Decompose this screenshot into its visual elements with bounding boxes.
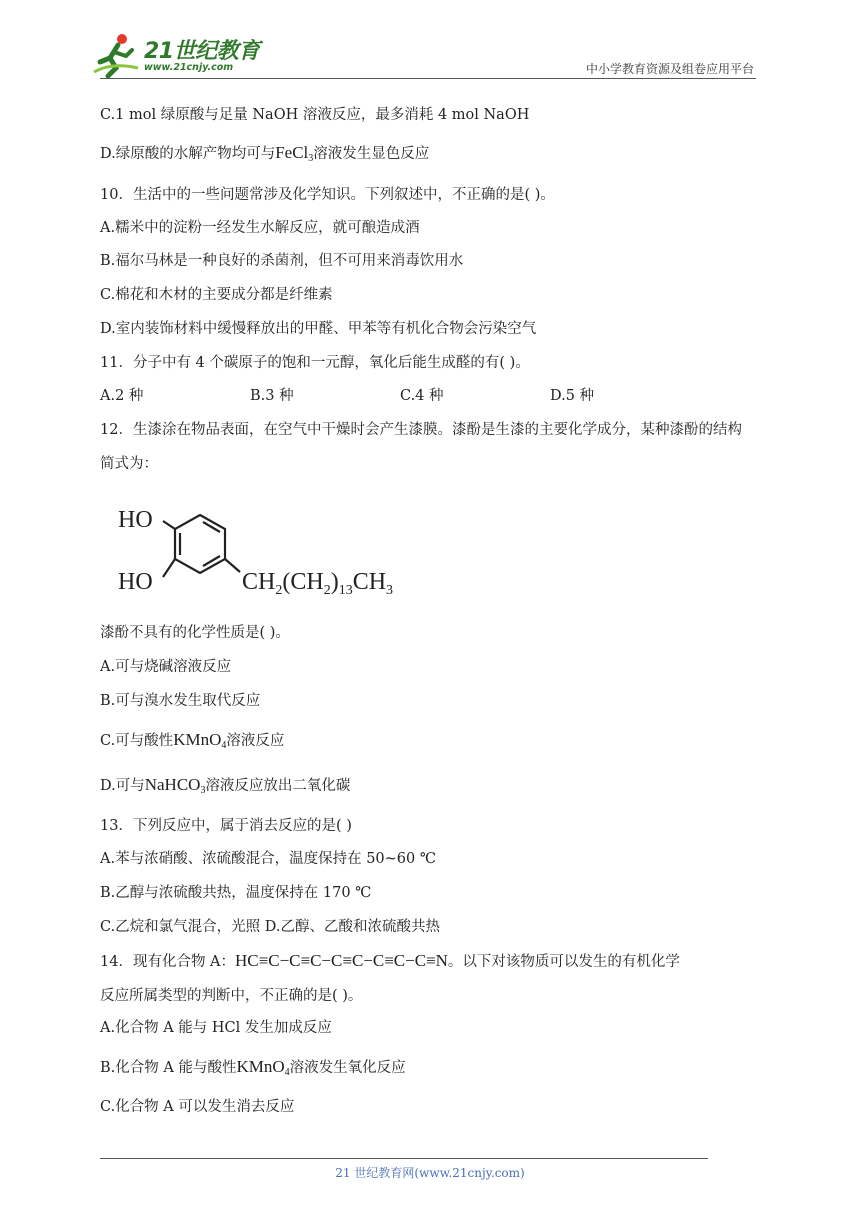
footer-link[interactable]: 21 世纪教育网(www.21cnjy.com)	[335, 1166, 525, 1180]
q13-option-a: A.苯与浓硝酸、浓硫酸混合，温度保持在 50~60 ℃	[100, 851, 437, 867]
oh-bond-top	[163, 521, 175, 529]
q14-stem	[100, 950, 680, 973]
q13-stem: 13．下列反应中，属于消去反应的是( )	[100, 818, 352, 834]
q13-option-cd: C.乙烷和氯气混合，光照 D.乙醇、乙酸和浓硫酸共热	[100, 919, 441, 935]
formula-main: KMnO	[173, 730, 222, 749]
q10-option-c: C.棉花和木材的主要成分都是纤维素	[100, 287, 333, 303]
q14-option-b	[100, 1056, 406, 1084]
q11-stem: 11．分子中有 4 个碳原子的饱和一元醇，氧化后能生成醛的有( )。	[100, 355, 530, 371]
q14-option-b-suffix: 溶液发生氧化反应	[289, 1060, 406, 1076]
q11-option-a: A.2 种	[100, 388, 144, 404]
formula-subscript: 3	[200, 785, 206, 796]
q9-option-d-prefix: D.绿原酸的水解产物均可与	[100, 146, 276, 162]
q12-stem-line1: 12．生漆涂在物品表面，在空气中干燥时会产生漆膜。漆酚是生漆的主要化学成分，某种漆酚的结构	[100, 422, 742, 438]
urushiol-structure	[100, 490, 440, 612]
q12-option-c	[100, 729, 284, 757]
formula-main: NaHCO	[144, 775, 201, 794]
alkyl-chain-label: $CH_2(CH_2)_{13}CH_3$	[242, 569, 394, 598]
formula-subscript: 4	[221, 740, 227, 751]
q9-option-d	[100, 142, 429, 170]
compound-a-formula: HC≡C−C≡C−C≡C−C≡C−C≡N	[235, 951, 448, 970]
q12-question: 漆酚不具有的化学性质是( )。	[100, 625, 290, 641]
q14-option-a: A.化合物 A 能与 HCl 发生加成反应	[100, 1020, 332, 1036]
q12-option-d	[100, 774, 350, 802]
footer-divider	[100, 1158, 708, 1159]
q12-option-c-prefix: C.可与酸性	[100, 733, 174, 749]
chain-bond	[225, 559, 240, 572]
formula-main: KMnO	[236, 1057, 285, 1076]
ho-bottom-label: HO	[118, 569, 153, 595]
kmno4-formula	[173, 730, 226, 749]
q9-option-c: C.1 mol 绿原酸与足量 NaOH 溶液反应，最多消耗 4 mol NaOH	[100, 107, 530, 123]
q14-stem-suffix: 。以下对该物质可以发生的有机化学	[447, 954, 680, 970]
nahco3-formula	[145, 775, 206, 794]
q12-option-b: B.可与溴水发生取代反应	[100, 693, 261, 709]
oh-bond-bottom	[163, 559, 175, 577]
formula-subscript: 4	[284, 1067, 290, 1078]
q10-option-a: A.糯米中的淀粉一经发生水解反应，就可酿造成酒	[100, 220, 420, 236]
q10-option-b: B.福尔马林是一种良好的杀菌剂，但不可用来消毒饮用水	[100, 253, 464, 269]
q9-option-d-suffix: 溶液发生显色反应	[313, 146, 430, 162]
q11-option-c: C.4 种	[400, 388, 444, 404]
q10-option-d: D.室内装饰材料中缓慢释放出的甲醛、甲苯等有机化合物会污染空气	[100, 321, 537, 337]
ho-top-label: HO	[118, 507, 153, 533]
q11-option-b: B.3 种	[250, 388, 294, 404]
formula-subscript: 3	[308, 153, 314, 164]
q12-option-c-suffix: 溶液反应	[226, 733, 285, 749]
q11-option-d: D.5 种	[550, 388, 595, 404]
header-platform-text: 中小学教育资源及组卷应用平台	[585, 62, 754, 76]
benzene-ring	[163, 515, 240, 577]
q13-option-b: B.乙醇与浓硫酸共热，温度保持在 170 ℃	[100, 885, 372, 901]
page-header	[0, 0, 860, 90]
q11-options	[100, 385, 594, 407]
q14-option-c: C.化合物 A 可以发生消去反应	[100, 1099, 295, 1115]
formula-main: FeCl	[275, 143, 309, 162]
q12-option-d-prefix: D.可与	[100, 778, 145, 794]
q12-option-d-suffix: 溶液反应放出二氧化碳	[205, 778, 351, 794]
q14-stem-line2: 反应所属类型的判断中，不正确的是( )。	[100, 988, 363, 1004]
q12-stem-line2: 简式为：	[100, 456, 158, 472]
logo-text: 21世纪教育	[144, 39, 260, 64]
q14-option-b-prefix: B.化合物 A 能与酸性	[100, 1060, 237, 1076]
q12-option-a: A.可与烧碱溶液反应	[100, 659, 232, 675]
q10-stem: 10．生活中的一些问题常涉及化学知识。下列叙述中，不正确的是( )。	[100, 187, 555, 203]
fecl3-formula	[275, 143, 313, 162]
logo-url: www.21cnjy.com	[144, 62, 234, 73]
kmno4-formula	[236, 1057, 289, 1076]
site-logo[interactable]	[92, 32, 262, 80]
header-divider	[100, 78, 756, 79]
runner-icon	[92, 32, 142, 78]
q14-stem-prefix: 14．现有化合物 A：	[100, 954, 236, 970]
